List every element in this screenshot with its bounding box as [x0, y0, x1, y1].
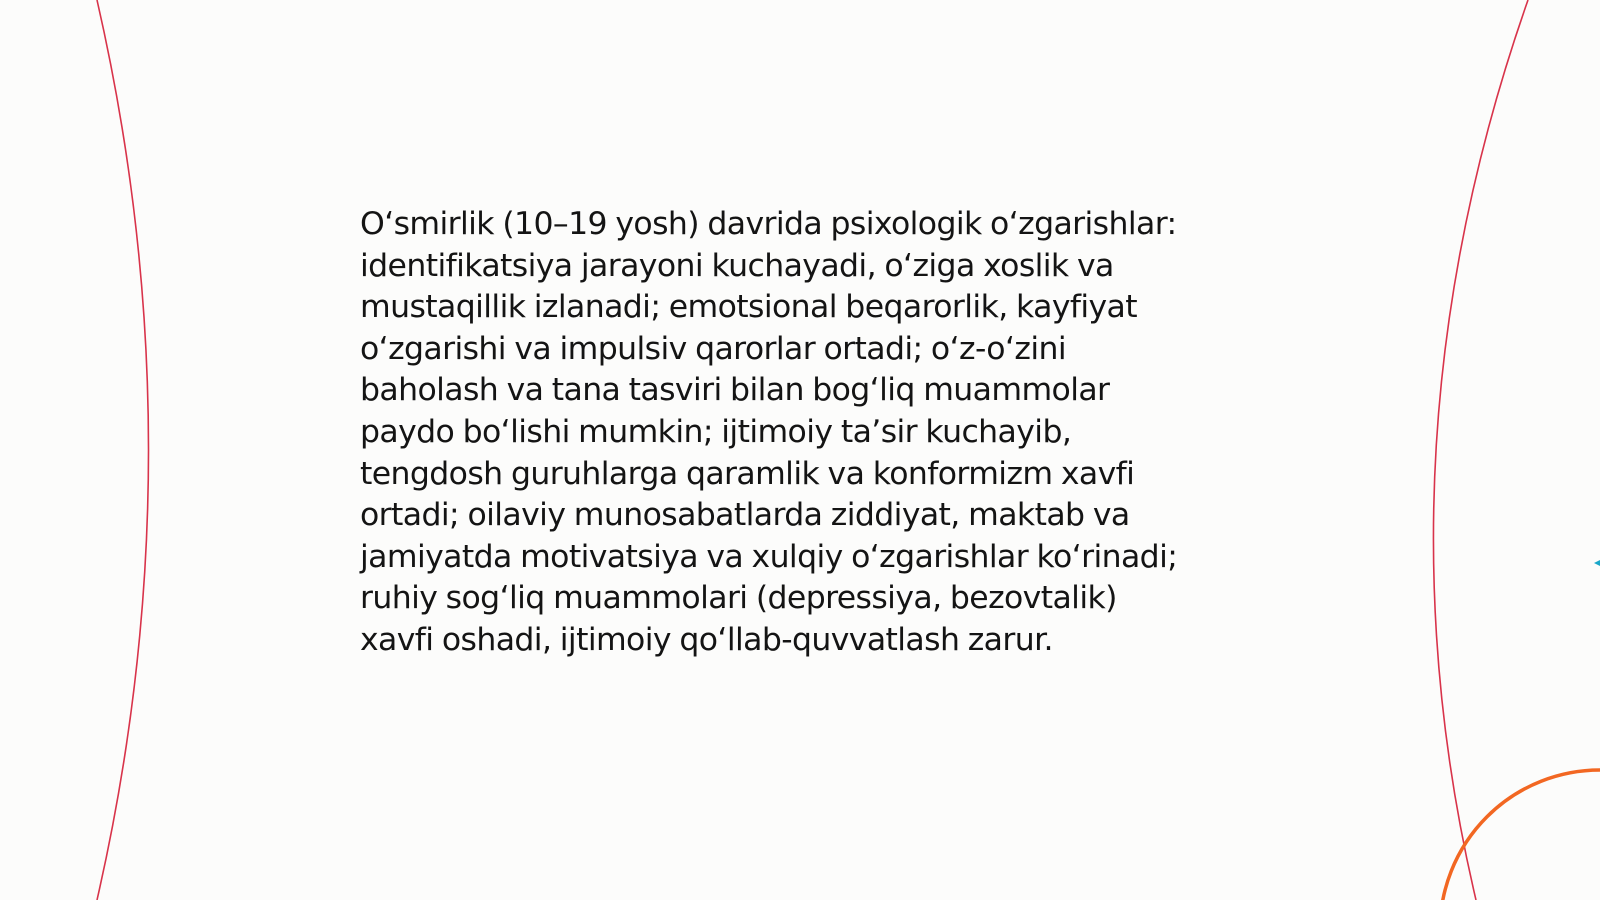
teal-accent-mark — [1594, 560, 1600, 566]
body-line: tengdosh guruhlarga qaramlik va konformizm xavfi — [360, 455, 1135, 492]
right-curve-line — [1433, 0, 1528, 900]
orange-arc — [1440, 770, 1600, 900]
body-line: identifikatsiya jarayoni kuchayadi, o‘ziga xoslik va — [360, 247, 1114, 284]
left-curve-line — [97, 0, 149, 900]
body-line: ruhiy sog‘liq muammolari (depressiya, bezovtalik) — [360, 580, 1117, 617]
body-paragraph — [360, 204, 1240, 662]
body-line: jamiyatda motivatsiya va xulqiy o‘zgarishlar ko‘rinadi; — [360, 538, 1178, 575]
body-line: ortadi; oilaviy munosabatlarda ziddiyat, maktab va — [360, 497, 1130, 534]
body-line: O‘smirlik (10–19 yosh) davrida psixologik o‘zgarishlar: — [360, 206, 1177, 242]
body-line: xavfi oshadi, ijtimoiy qo‘llab-quvvatlash zarur. — [360, 621, 1053, 658]
body-line: o‘zgarishi va impulsiv qarorlar ortadi; o‘z-o‘zini — [360, 330, 1066, 367]
body-line: mustaqillik izlanadi; emotsional beqarorlik, kayfiyat — [360, 289, 1138, 326]
body-line: paydo bo‘lishi mumkin; ijtimoiy ta’sir kuchayib, — [360, 413, 1072, 450]
body-line: baholash va tana tasviri bilan bog‘liq muammolar — [360, 372, 1110, 409]
